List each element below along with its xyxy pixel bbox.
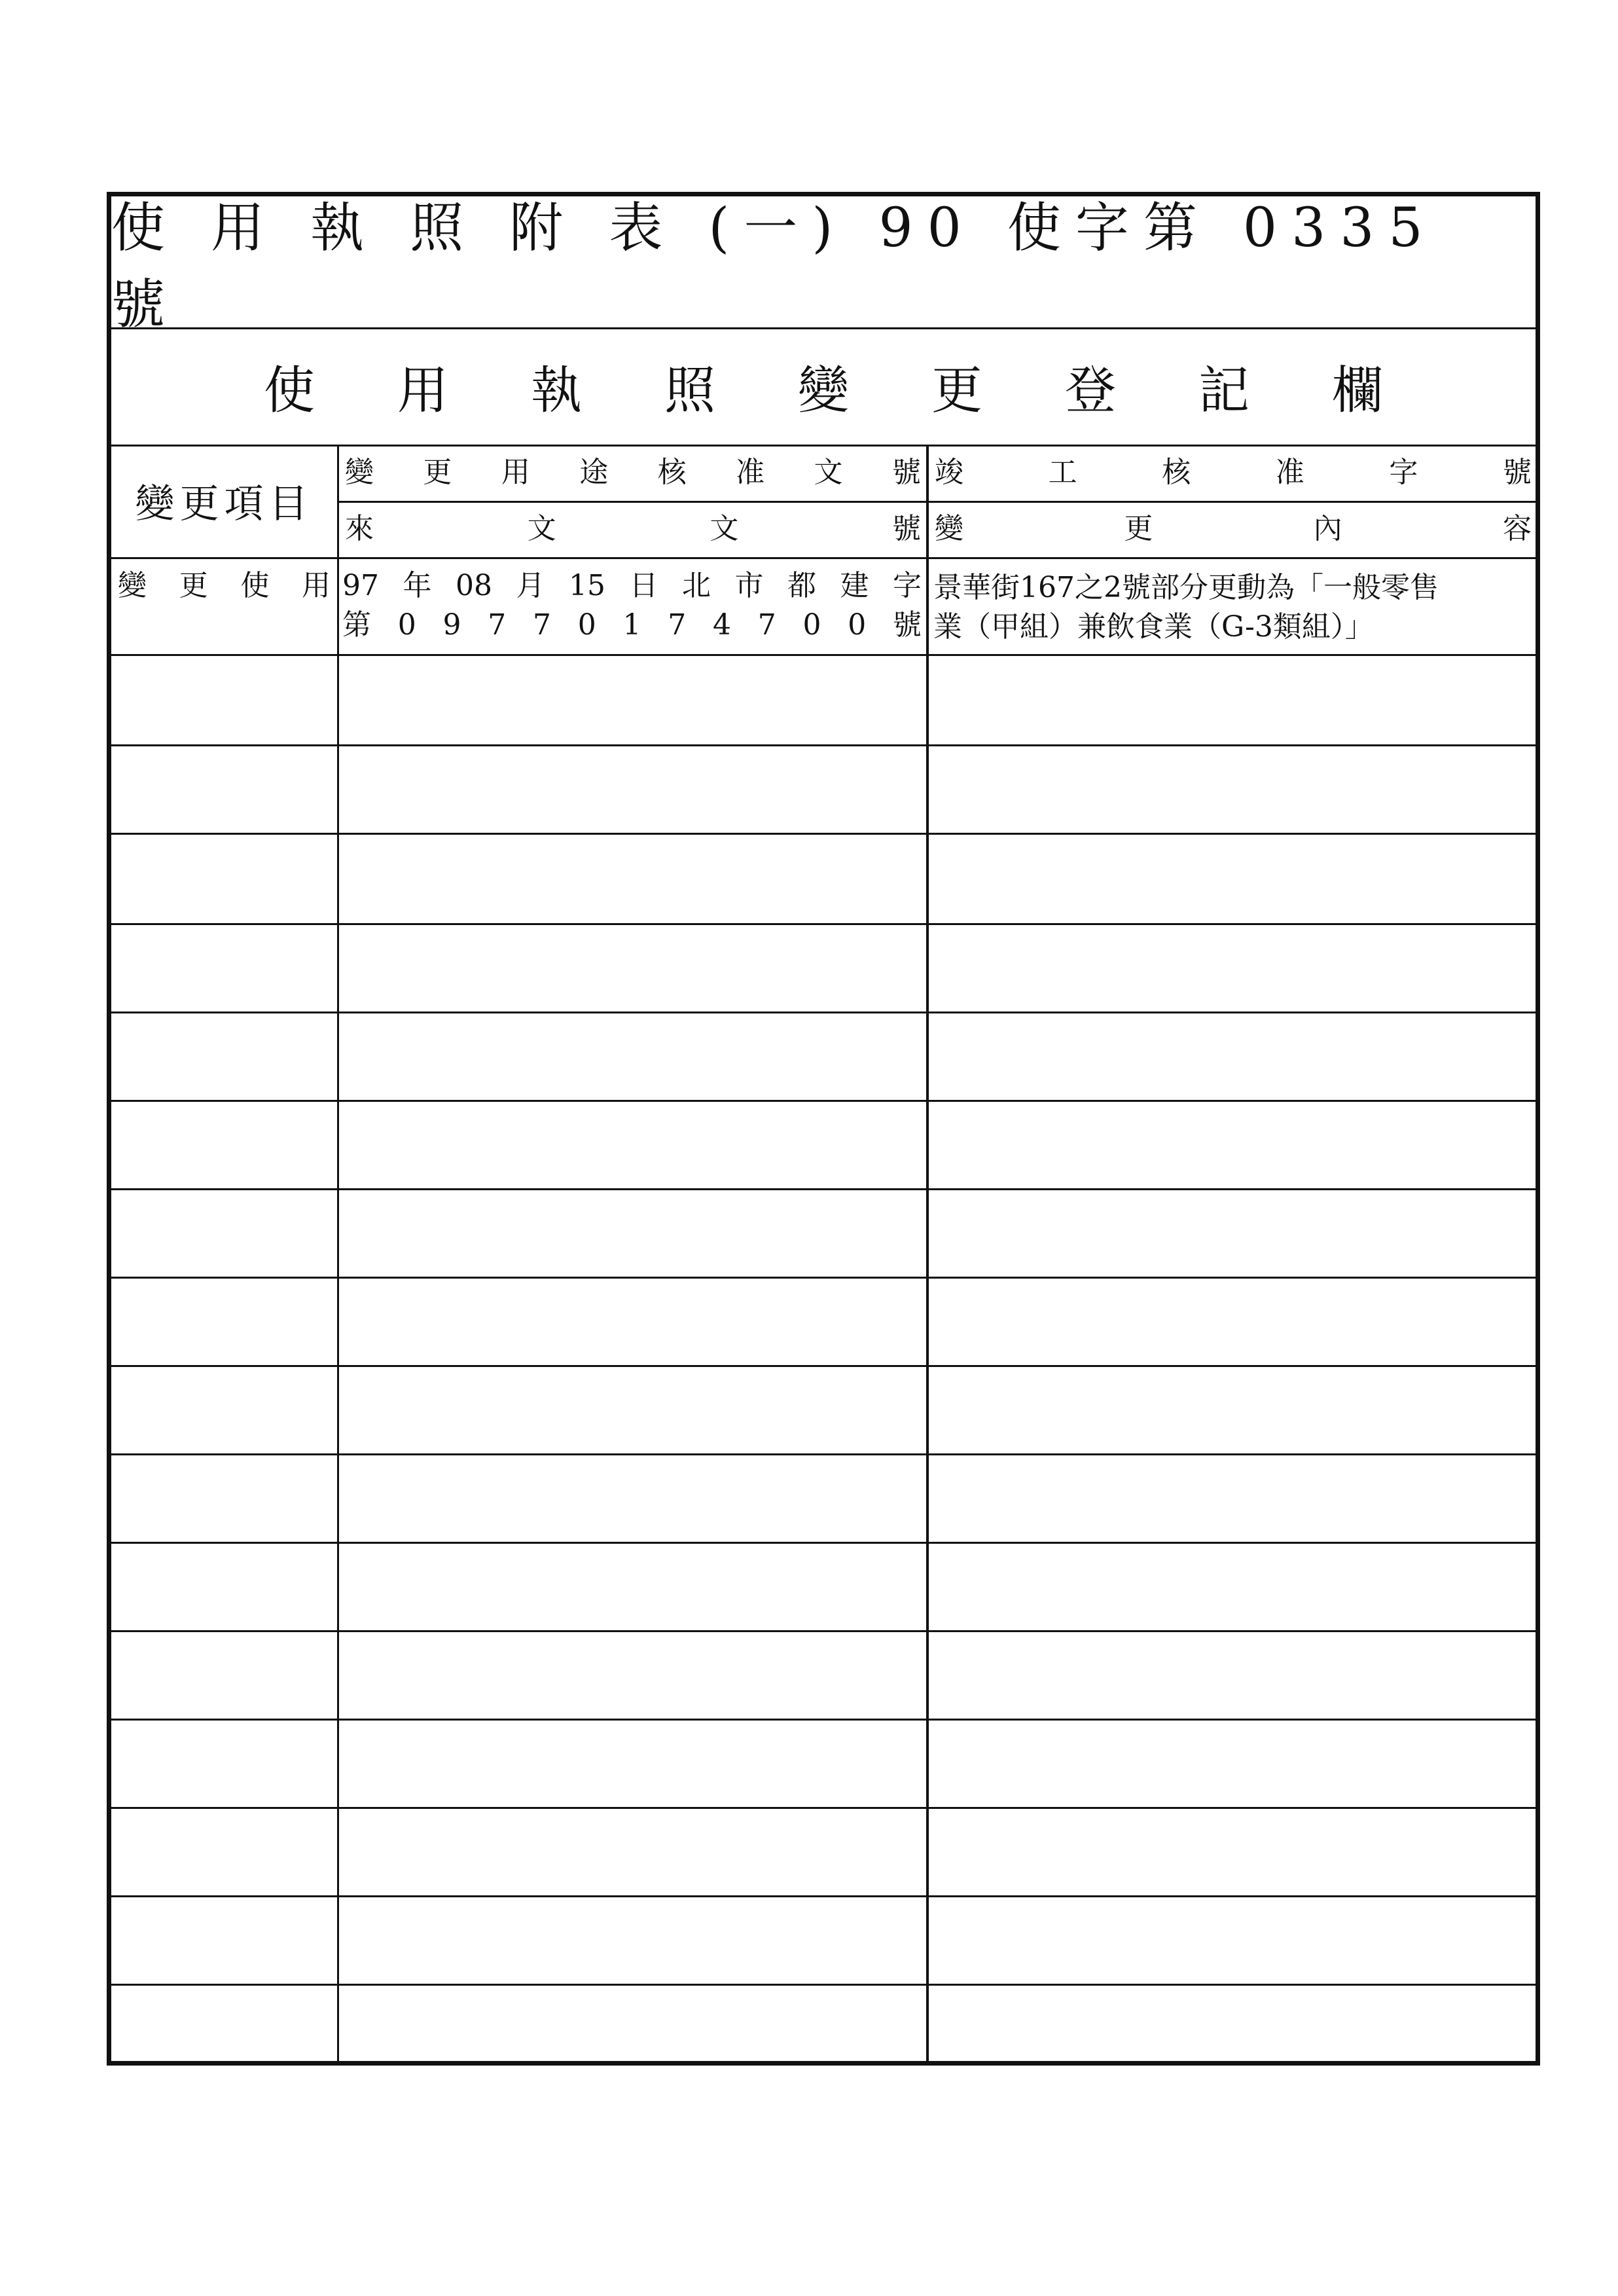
divider (111, 1807, 1536, 1809)
divider (111, 1100, 1536, 1102)
header-change-content: 變 更 內 容 (935, 512, 1532, 545)
divider (111, 1188, 1536, 1190)
subtitle-char: 執 (530, 361, 582, 420)
divider (111, 654, 1536, 656)
divider (111, 1542, 1536, 1544)
row-doc-line1: 97 年 08 月 15 日 北 市 都 建 字 (342, 569, 922, 602)
header-approval-no: 變 更 用 途 核 准 文 號 (345, 456, 921, 489)
divider (111, 1719, 1536, 1721)
subtitle-char: 更 (931, 361, 982, 420)
subtitle-char: 照 (664, 361, 715, 420)
divider (111, 1984, 1536, 1986)
divider (111, 1895, 1536, 1897)
divider (111, 923, 1536, 925)
divider (111, 833, 1536, 835)
subtitle-char: 記 (1198, 361, 1249, 420)
divider (111, 1453, 1536, 1455)
header-completion-no: 竣 工 核 准 字 號 (935, 456, 1532, 489)
row-item: 變 更 使 用 (118, 569, 331, 602)
header-item-label: 變更項目 (135, 481, 314, 527)
row-content-line2: 業（甲組）兼飲食業（G-3類組）」 (933, 610, 1374, 644)
column-divider (926, 445, 929, 2061)
row-content-line1: 景華街167之2號部分更動為「一般零售 (933, 571, 1439, 604)
divider (111, 1365, 1536, 1367)
divider (111, 744, 1536, 746)
subtitle-char: 使 (263, 361, 315, 420)
column-divider (337, 445, 339, 2061)
divider (111, 1011, 1536, 1013)
subtitle-char: 登 (1064, 361, 1116, 420)
divider (111, 1630, 1536, 1632)
subtitle-char: 用 (397, 361, 448, 420)
usage-permit-form (107, 192, 1540, 2066)
form-subtitle (111, 327, 1536, 445)
header-incoming-no: 來 文 文 號 (345, 512, 921, 545)
form-title: 使 用 執 照 附 表 (一) 90 使字第 0335 號 (111, 197, 1437, 336)
subtitle-char: 欄 (1331, 361, 1383, 420)
divider (111, 557, 1536, 559)
subtitle-char: 變 (797, 361, 849, 420)
divider (111, 1277, 1536, 1279)
row-doc-line2: 第 0 9 7 7 0 1 7 4 7 0 0 號 (342, 608, 922, 642)
